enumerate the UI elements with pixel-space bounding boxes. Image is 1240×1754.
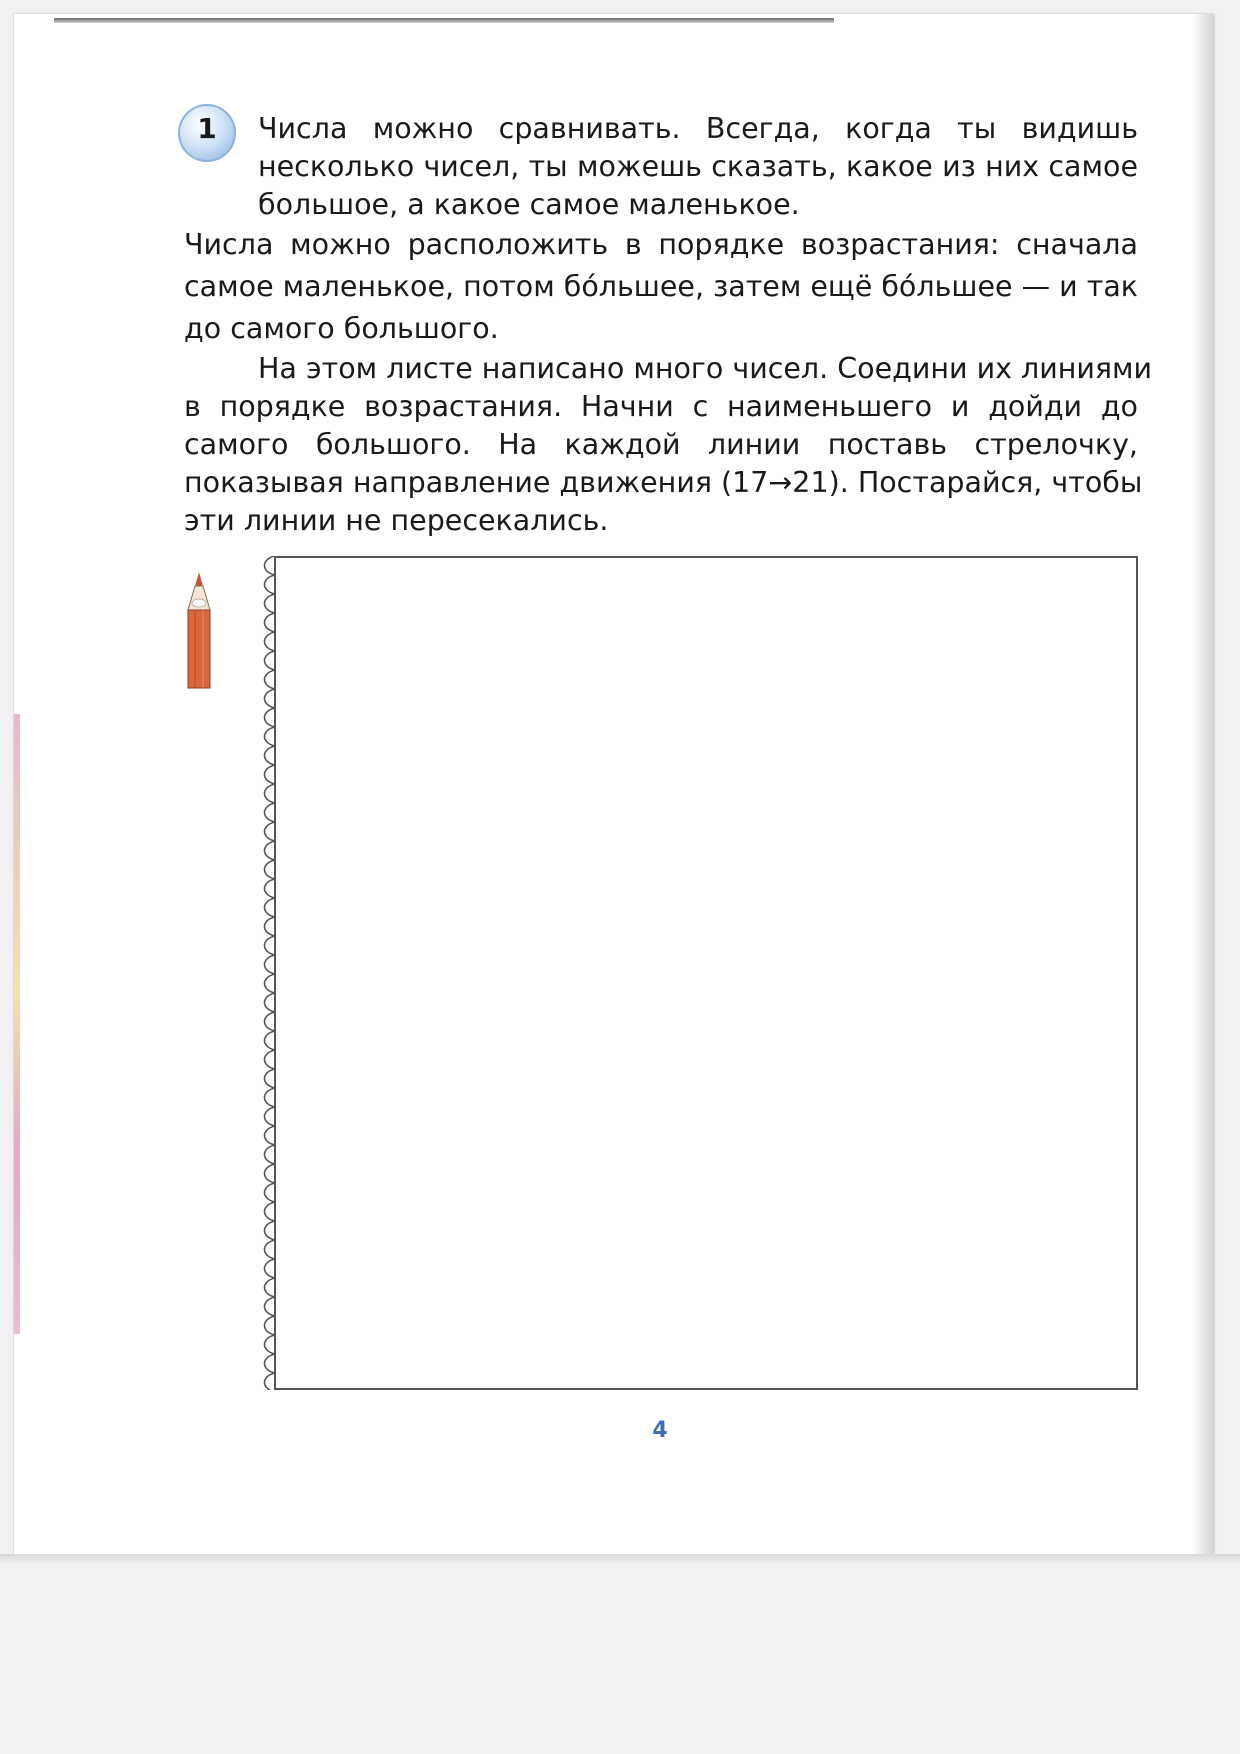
task-number: 1	[197, 112, 217, 145]
intro-line-3: большое, а какое самое маленькое.	[258, 188, 800, 221]
page-number: 4	[652, 1418, 668, 1443]
instruction-line-5: эти линии не пересекались.	[184, 504, 609, 537]
bottom-shadow	[0, 1554, 1240, 1564]
task-number-badge-icon	[178, 104, 236, 162]
instruction-line-3: самого большого. На каждой линии поставь стрелочку,	[184, 428, 1138, 461]
drawing-area[interactable]	[274, 556, 1138, 1390]
instruction-line-4: показывая направление движения (17→21). Постарайся, чтобы	[184, 466, 1143, 499]
order-line-2: самое маленькое, потом бо́льшее, затем ещё бо́льшее — и так	[184, 270, 1139, 303]
instruction-line-2: в порядке возрастания. Начни с наименьшего и дойди до	[184, 390, 1138, 423]
intro-line-1: Числа можно сравнивать. Всегда, когда ты видишь	[258, 112, 1138, 145]
left-color-stripe	[14, 714, 20, 1334]
pencil-icon	[184, 570, 214, 690]
order-line-1: Числа можно расположить в порядке возрастания: сначала	[184, 228, 1138, 261]
instruction-line-1: На этом листе написано много чисел. Соедини их линиями	[258, 352, 1153, 385]
right-edge-shadow	[1192, 14, 1214, 1554]
intro-line-2: несколько чисел, ты можешь сказать, какое из них самое	[258, 150, 1138, 183]
top-edge-shadow	[54, 18, 834, 23]
order-line-3: до самого большого.	[184, 312, 499, 345]
